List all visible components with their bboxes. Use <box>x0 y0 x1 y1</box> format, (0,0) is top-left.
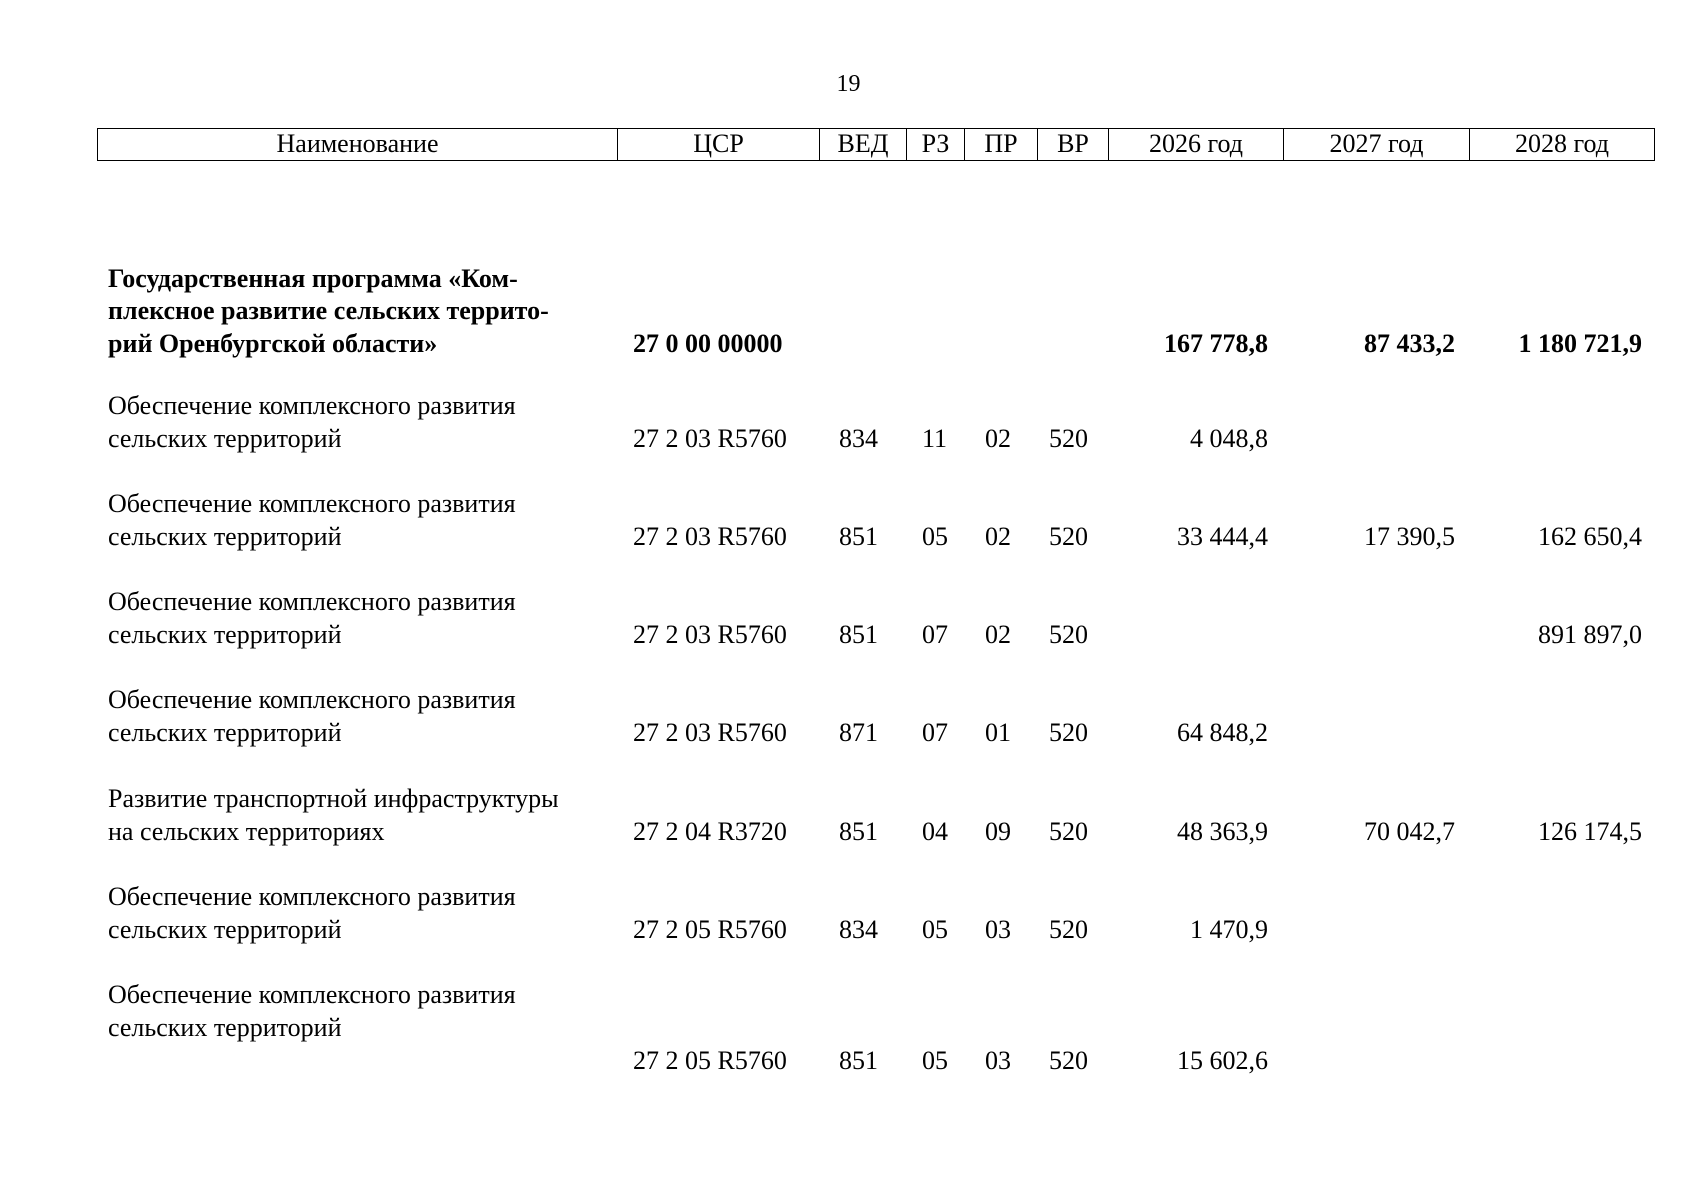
row-name <box>108 881 628 946</box>
row-rz: 07 <box>922 717 948 747</box>
row-vr: 520 <box>1049 521 1088 551</box>
row-rz: 11 <box>922 423 948 453</box>
row-name-line: сельских территорий <box>108 1012 342 1042</box>
table-row <box>0 684 1697 749</box>
row-rz: 07 <box>922 619 948 649</box>
table-row <box>0 783 1697 848</box>
row-name-line: сельских территорий <box>108 423 342 453</box>
table-row <box>0 979 1697 1077</box>
row-rz: 05 <box>922 521 948 551</box>
table-header <box>97 128 1655 161</box>
row-pr: 03 <box>985 1045 1011 1075</box>
row-2027: 17 390,5 <box>1364 521 1455 551</box>
row-name-line: Обеспечение комплексного развития <box>108 489 516 518</box>
row-csr: 27 2 03 R5760 <box>633 521 787 551</box>
row-2028: 1 180 721,9 <box>1518 328 1642 358</box>
header-2028: 2028 год <box>1515 129 1609 158</box>
row-name-line: Обеспечение комплексного развития <box>108 391 516 420</box>
row-name-line: на сельских территориях <box>108 816 385 846</box>
header-ved: ВЕД <box>820 129 907 160</box>
row-rz: 05 <box>922 914 948 944</box>
row-vr: 520 <box>1049 717 1088 747</box>
row-name <box>108 684 628 749</box>
row-2028: 126 174,5 <box>1538 816 1642 846</box>
row-2026: 48 363,9 <box>1177 816 1268 846</box>
row-name-line: сельских территорий <box>108 717 342 747</box>
header-csr: ЦСР <box>618 129 820 160</box>
row-pr: 02 <box>985 521 1011 551</box>
row-vr: 520 <box>1049 423 1088 453</box>
row-name-line: рий Оренбургской области» <box>108 328 438 358</box>
row-2026: 15 602,6 <box>1177 1045 1268 1075</box>
table-row <box>0 390 1697 455</box>
header-2027: 2027 год <box>1284 129 1470 160</box>
header-vr: ВР <box>1038 129 1109 160</box>
header-pr: ПР <box>965 129 1038 160</box>
table-row <box>0 586 1697 651</box>
row-2026: 167 778,8 <box>1164 328 1268 358</box>
row-name <box>108 390 628 455</box>
row-2026: 4 048,8 <box>1190 423 1268 453</box>
row-vr: 520 <box>1049 816 1088 846</box>
row-vr: 520 <box>1049 1045 1088 1075</box>
page-number: 19 <box>836 71 861 97</box>
row-pr: 02 <box>985 619 1011 649</box>
row-2027: 70 042,7 <box>1364 816 1455 846</box>
row-vr: 520 <box>1049 619 1088 649</box>
row-2026: 33 444,4 <box>1177 521 1268 551</box>
row-name-line: Обеспечение комплексного развития <box>108 980 516 1009</box>
row-ved: 871 <box>839 717 878 747</box>
row-name-line: сельских территорий <box>108 619 342 649</box>
row-name-line: Государственная программа «Ком- <box>108 263 518 293</box>
header-2026: 2026 год <box>1109 129 1284 160</box>
row-name-line: сельских территорий <box>108 521 342 551</box>
table-row <box>0 881 1697 946</box>
row-csr: 27 2 05 R5760 <box>633 914 787 944</box>
row-name <box>108 488 628 553</box>
row-name-line: сельских территорий <box>108 914 342 944</box>
row-pr: 02 <box>985 423 1011 453</box>
row-name-line: Обеспечение комплексного развития <box>108 882 516 911</box>
row-name-line: Обеспечение комплексного развития <box>108 587 516 616</box>
row-rz: 05 <box>922 1045 948 1075</box>
header-name: Наименование <box>98 129 618 160</box>
row-2026: 64 848,2 <box>1177 717 1268 747</box>
row-2028: 162 650,4 <box>1538 521 1642 551</box>
row-rz: 04 <box>922 816 948 846</box>
header-rz: РЗ <box>907 129 965 160</box>
row-pr: 09 <box>985 816 1011 846</box>
row-ved: 834 <box>839 914 878 944</box>
row-csr: 27 2 03 R5760 <box>633 717 787 747</box>
row-2027: 87 433,2 <box>1364 328 1455 358</box>
row-name-line: Обеспечение комплексного развития <box>108 685 516 714</box>
row-2026: 1 470,9 <box>1190 914 1268 944</box>
row-name <box>108 263 628 361</box>
row-csr: 27 2 04 R3720 <box>633 816 787 846</box>
row-pr: 01 <box>985 717 1011 747</box>
table-row-program <box>0 262 1697 360</box>
row-csr: 27 0 00 00000 <box>633 328 783 358</box>
row-ved: 851 <box>839 619 878 649</box>
row-name <box>108 783 628 848</box>
row-csr: 27 2 03 R5760 <box>633 423 787 453</box>
row-csr: 27 2 05 R5760 <box>633 1045 787 1075</box>
row-vr: 520 <box>1049 914 1088 944</box>
row-csr: 27 2 03 R5760 <box>633 619 787 649</box>
row-ved: 851 <box>839 521 878 551</box>
row-name-line: плексное развитие сельских террито- <box>108 296 549 325</box>
row-name-line: Развитие транспортной инфраструктуры <box>108 784 559 813</box>
row-ved: 851 <box>839 1045 878 1075</box>
row-name <box>108 979 628 1044</box>
row-2028: 891 897,0 <box>1538 619 1642 649</box>
row-ved: 834 <box>839 423 878 453</box>
row-ved: 851 <box>839 816 878 846</box>
table-row <box>0 488 1697 553</box>
row-name <box>108 586 628 651</box>
row-pr: 03 <box>985 914 1011 944</box>
